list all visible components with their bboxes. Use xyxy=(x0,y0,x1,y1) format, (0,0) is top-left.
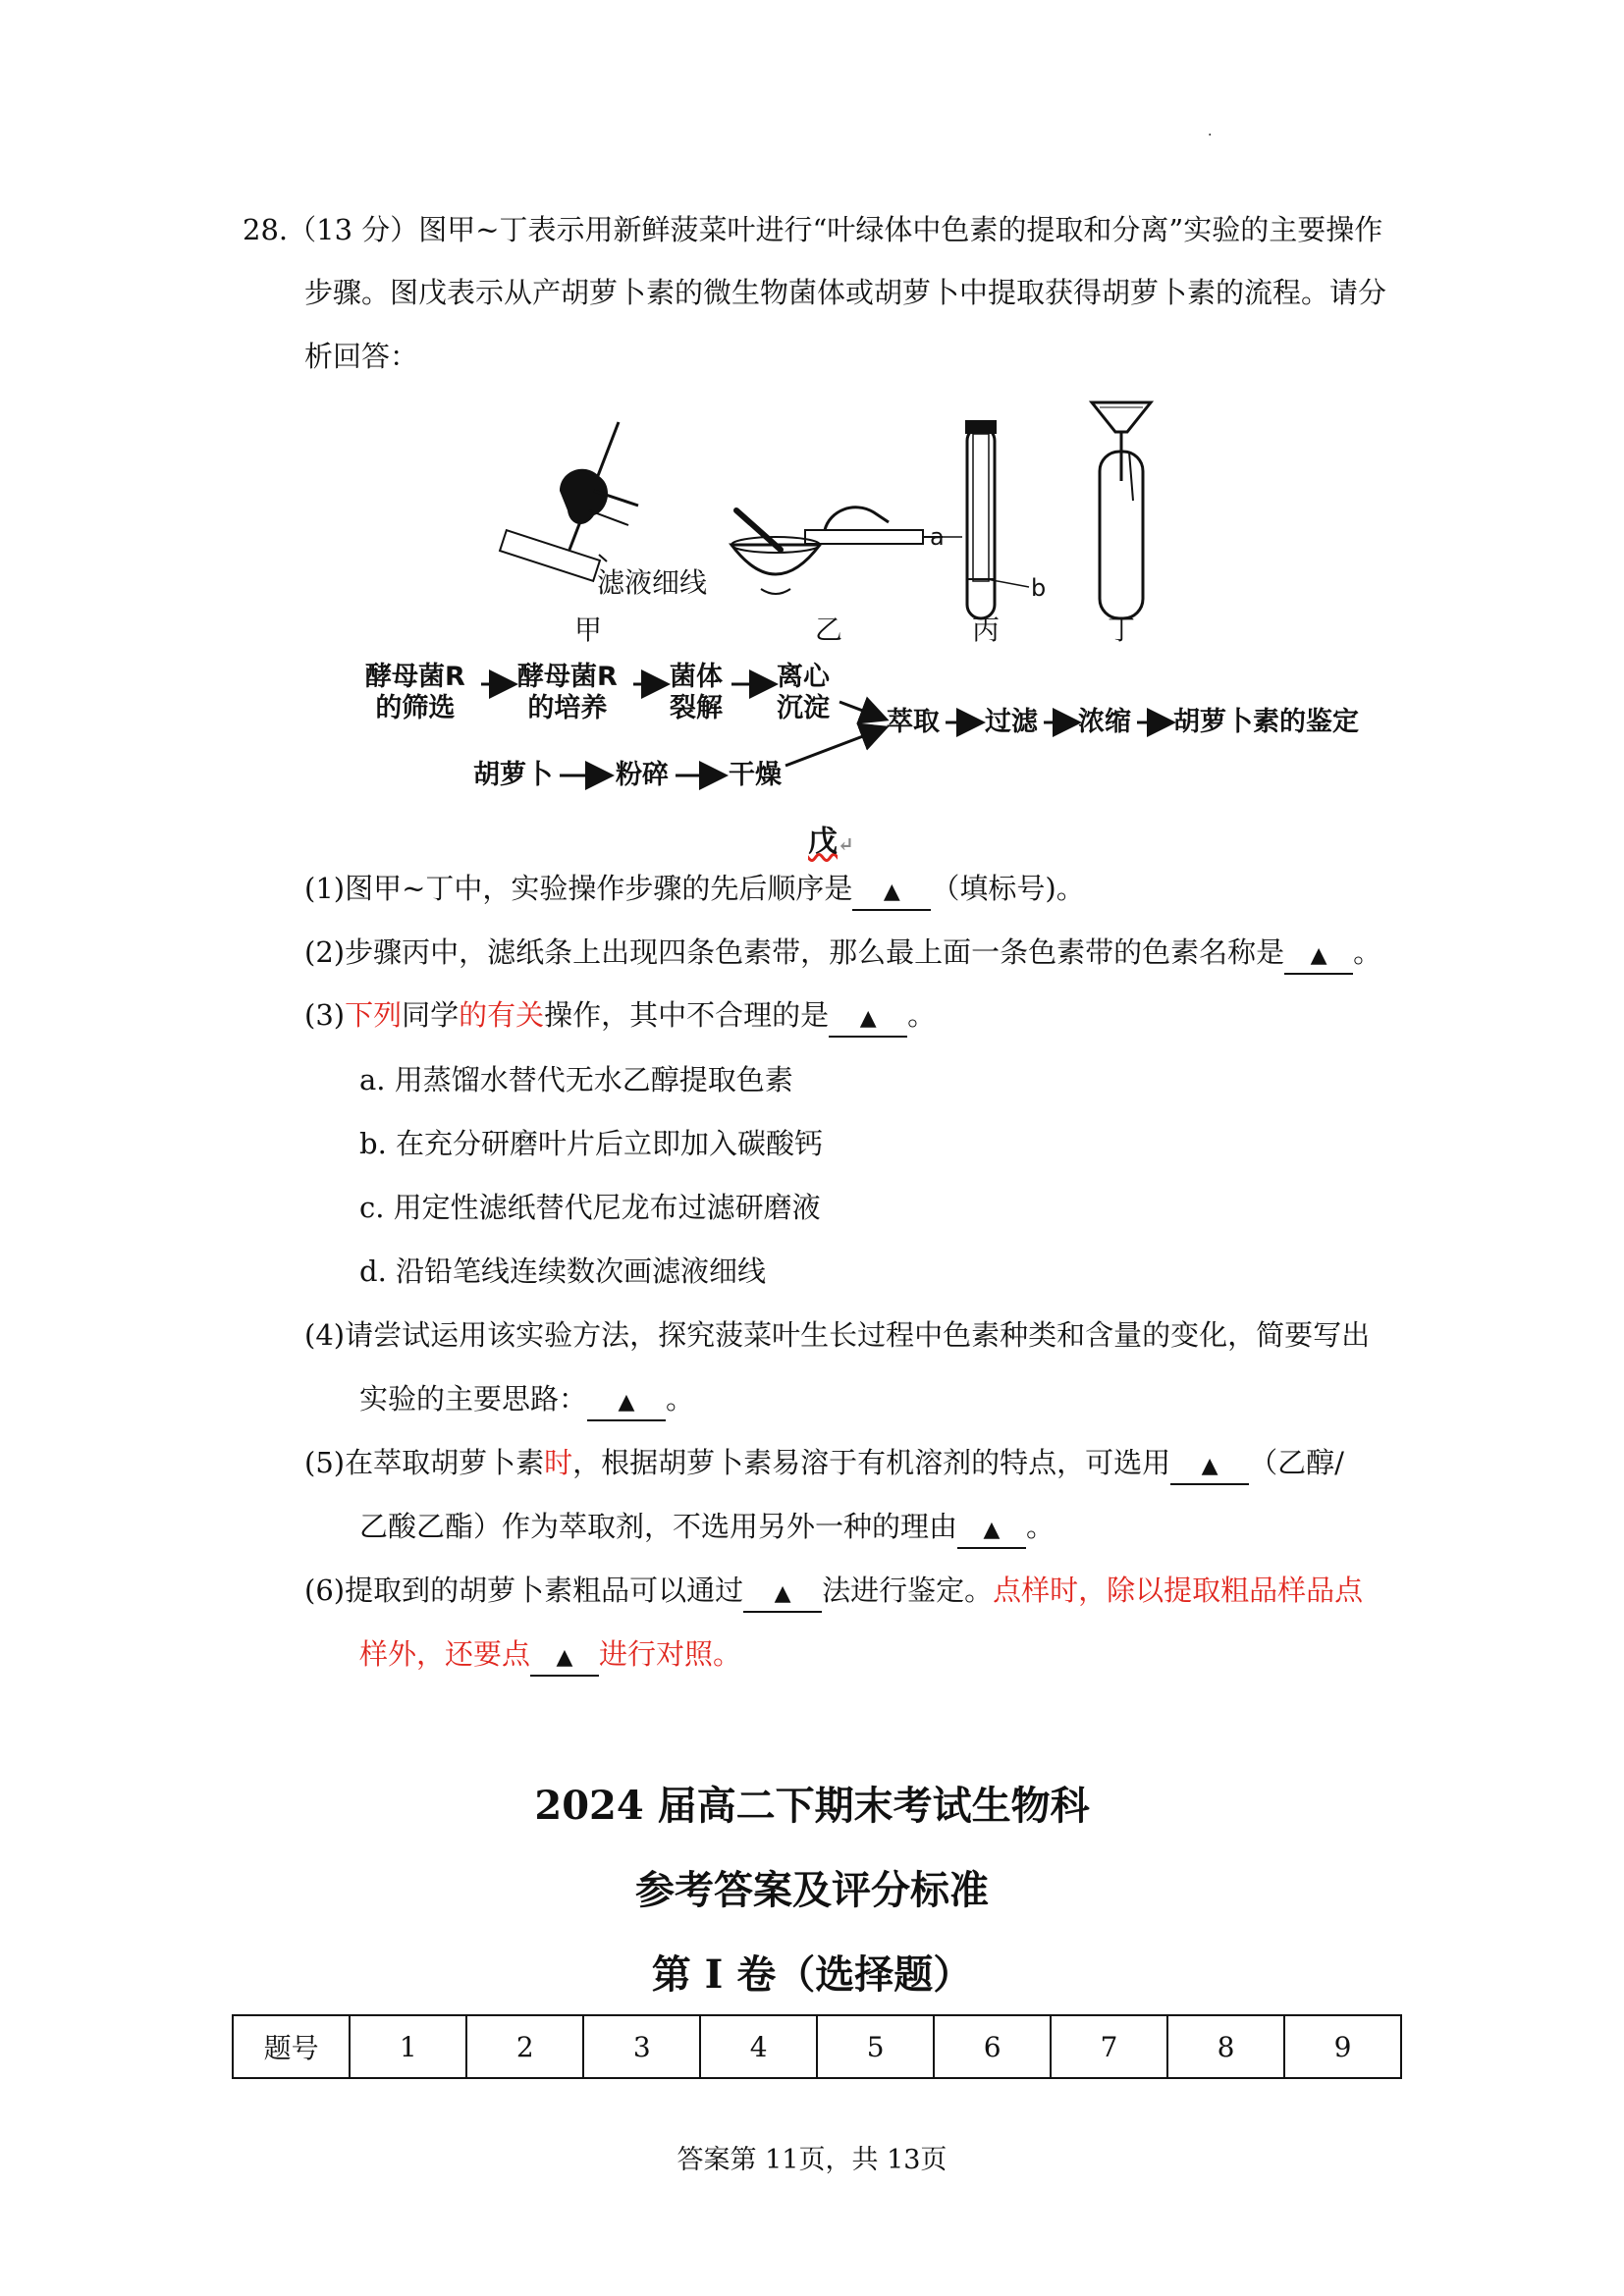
mark-a: a xyxy=(930,523,945,551)
subq-4-text: 实验的主要思路： xyxy=(359,1382,588,1415)
subq-5-red: 时 xyxy=(544,1446,573,1479)
label-ding: 丁 xyxy=(1108,614,1136,646)
table-cell: 8 xyxy=(1167,2015,1284,2078)
subq-3-text: 操作，其中不合理的是 xyxy=(544,998,830,1032)
subq-5-line2-text: 乙酸乙酯）作为萃取剂，不选用另外一种的理由 xyxy=(359,1510,958,1543)
subq-2-text: (2)步骤丙中，滤纸条上出现四条色素带，那么最上面一条色素带的色素名称是 xyxy=(304,935,1285,969)
triangle-icon: ▲ xyxy=(983,1518,1001,1542)
flow-step-culture: 酵母菌R 的培养 xyxy=(517,662,618,723)
question-stem-line3: 析回答： xyxy=(304,340,419,373)
triangle-icon: ▲ xyxy=(859,1006,877,1031)
answer-blank-6b[interactable] xyxy=(530,1637,599,1677)
option-d: d. 沿铅笔线连续数次画滤液细线 xyxy=(359,1255,767,1288)
page-footer: 答案第 11页，共 13页 xyxy=(677,2145,947,2175)
table-cell: 7 xyxy=(1051,2015,1167,2078)
subq-3-red2: 的有关 xyxy=(459,998,545,1032)
subq-6-text2: 法进行鉴定。 xyxy=(822,1574,994,1607)
subq-3 xyxy=(304,995,936,1038)
test-tube-strip-illustration xyxy=(965,420,1029,618)
answer-blank-6a[interactable] xyxy=(743,1574,822,1613)
label-bing: 丙 xyxy=(972,614,1001,646)
label-wu xyxy=(808,817,854,860)
flow-step-identify: 胡萝卜素的鉴定 xyxy=(1173,707,1359,737)
question-score: （13 分） xyxy=(288,213,419,246)
table-cell: 6 xyxy=(934,2015,1051,2078)
answer-blank-2[interactable] xyxy=(1284,935,1353,975)
funnel-illustration xyxy=(1092,402,1151,618)
filter-line-label: 滤液细线 xyxy=(597,566,708,599)
subq-5-tail: （乙醇/ xyxy=(1249,1446,1344,1479)
subq-2-tail: 。 xyxy=(1353,935,1382,969)
flow-step-crush: 粉碎 xyxy=(616,760,669,790)
subq-3-tail: 。 xyxy=(907,998,937,1032)
subq-1-text: (1)图甲~丁中，实验操作步骤的先后顺序是 xyxy=(304,872,853,905)
table-cell: 1 xyxy=(350,2015,466,2078)
answer-blank-5b[interactable] xyxy=(957,1510,1026,1549)
flow-step-filter: 过滤 xyxy=(985,707,1038,737)
answer-key-title: 2024 届高二下期末考试生物科 xyxy=(534,1783,1090,1829)
flow-step-lysis: 菌体 裂解 xyxy=(670,662,723,723)
subq-5-text: (5)在萃取胡萝卜素 xyxy=(304,1446,545,1479)
flow-step-carrot: 胡萝卜 xyxy=(473,760,553,790)
question-stem-line1 xyxy=(243,210,1382,249)
option-b: b. 在充分研磨叶片后立即加入碳酸钙 xyxy=(359,1127,824,1160)
subq-3-mid: 同学 xyxy=(402,998,460,1032)
subq-6-line2 xyxy=(359,1634,741,1677)
triangle-icon: ▲ xyxy=(556,1645,573,1670)
question-number: 28. xyxy=(243,213,289,246)
option-a: a. 用蒸馏水替代无水乙醇提取色素 xyxy=(359,1063,793,1096)
subq-3-red1: 下列 xyxy=(345,998,403,1032)
flow-arrows xyxy=(461,658,1394,805)
answer-key-section: 第 I 卷（选择题） xyxy=(651,1951,973,1998)
mortar-illustration xyxy=(731,507,943,594)
triangle-icon: ▲ xyxy=(883,880,900,904)
subq-4-line2 xyxy=(359,1379,694,1421)
flow-step-screening: 酵母菌R 的筛选 xyxy=(365,662,465,723)
label-yi: 乙 xyxy=(815,614,843,646)
triangle-icon: ▲ xyxy=(618,1390,635,1415)
subq-6-line1 xyxy=(304,1571,1363,1613)
subq-1-tail: （填标号)。 xyxy=(931,872,1085,905)
answer-blank-1[interactable] xyxy=(852,872,931,911)
answer-table xyxy=(232,2014,1402,2079)
option-c: c. 用定性滤纸替代尼龙布过滤研磨液 xyxy=(359,1191,821,1224)
answer-blank-4[interactable] xyxy=(587,1382,666,1421)
triangle-icon: ▲ xyxy=(774,1581,791,1606)
flow-step-dry: 干燥 xyxy=(729,760,782,790)
subq-3-num: (3) xyxy=(304,998,346,1032)
subq-5-line2-tail: 。 xyxy=(1026,1510,1056,1543)
table-row xyxy=(233,2015,1401,2078)
return-mark: ↵ xyxy=(838,832,854,856)
subq-2 xyxy=(304,933,1381,975)
subq-5-text2: ，根据胡萝卜素易溶于有机溶剂的特点，可选用 xyxy=(572,1446,1171,1479)
table-cell: 9 xyxy=(1284,2015,1401,2078)
subq-6-line2-text: 样外，还要点 xyxy=(359,1637,531,1671)
answer-blank-3[interactable] xyxy=(829,998,907,1038)
flow-step-extract: 萃取 xyxy=(887,707,940,737)
flow-step-concentrate: 浓缩 xyxy=(1078,707,1131,737)
table-cell: 5 xyxy=(817,2015,934,2078)
subq-4-tail: 。 xyxy=(666,1382,695,1415)
subq-6-line2-tail: 进行对照。 xyxy=(599,1637,742,1671)
answer-key-subtitle: 参考答案及评分标准 xyxy=(635,1867,989,1913)
table-cell: 2 xyxy=(466,2015,583,2078)
subq-5-line1 xyxy=(304,1443,1344,1485)
subq-6-red: 点样时，除以提取粗品样品点 xyxy=(993,1574,1364,1607)
subq-5-line2 xyxy=(359,1507,1055,1549)
label-wu-text: 戊 xyxy=(808,825,838,859)
question-stem-line2: 步骤。图戊表示从产胡萝卜素的微生物菌体或胡萝卜中提取获得胡萝卜素的流程。请分 xyxy=(304,276,1387,309)
subq-1 xyxy=(304,869,1085,911)
triangle-icon: ▲ xyxy=(1201,1454,1218,1478)
hand-drawing-illustration xyxy=(500,422,638,581)
mark-b: b xyxy=(1031,574,1047,602)
table-cell: 4 xyxy=(700,2015,817,2078)
table-cell: 题号 xyxy=(233,2015,350,2078)
subq-6-text: (6)提取到的胡萝卜素粗品可以通过 xyxy=(304,1574,744,1607)
table-cell: 3 xyxy=(583,2015,700,2078)
question-stem-text1: 图甲~丁表示用新鲜菠菜叶进行“叶绿体中色素的提取和分离”实验的主要操作 xyxy=(418,213,1383,246)
subq-4-line1: (4)请尝试运用该实验方法，探究菠菜叶生长过程中色素种类和含量的变化，简要写出 xyxy=(304,1318,1371,1352)
flow-step-centrifuge: 离心 沉淀 xyxy=(777,662,830,723)
label-jia: 甲 xyxy=(574,614,603,646)
corner-mark: · xyxy=(1208,128,1213,143)
answer-blank-5a[interactable] xyxy=(1170,1446,1249,1485)
triangle-icon: ▲ xyxy=(1310,943,1327,968)
